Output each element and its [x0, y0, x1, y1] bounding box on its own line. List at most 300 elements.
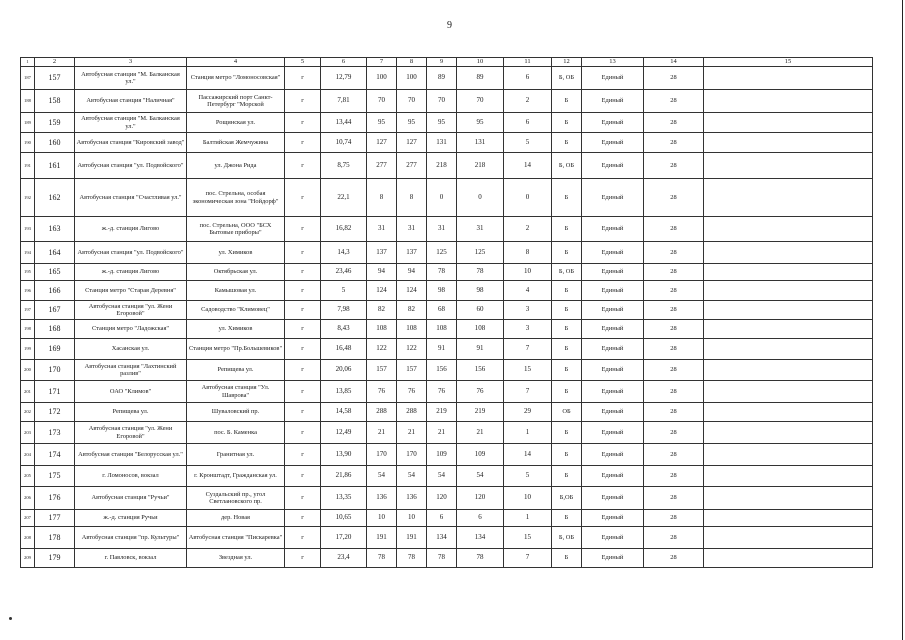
table-cell-c2: 164 — [35, 242, 75, 264]
table-cell-c15 — [704, 264, 873, 281]
table-cell-c6: 13,85 — [321, 381, 367, 403]
table-cell-c8: 127 — [397, 133, 427, 153]
table-cell-c15 — [704, 242, 873, 264]
table-cell-c12: Б, ОБ — [552, 264, 582, 281]
page-number: 9 — [447, 20, 452, 31]
table-cell-c8: 95 — [397, 113, 427, 133]
table-cell-c12: Б — [552, 466, 582, 487]
table-cell-c13: Единый — [582, 360, 644, 381]
table-cell-c6: 5 — [321, 281, 367, 301]
table-cell-c1: 207 — [21, 510, 35, 527]
table-cell-c3: Автобусная станция "ул. Подвойского" — [75, 242, 187, 264]
table-cell-c2: 157 — [35, 67, 75, 90]
table-cell-c15 — [704, 90, 873, 113]
header-cell: 12 — [552, 58, 582, 67]
table-cell-c7: 191 — [367, 527, 397, 549]
table-cell-c9: 54 — [427, 466, 457, 487]
table-cell-c9: 109 — [427, 444, 457, 466]
table-cell-c5: г — [285, 510, 321, 527]
table-cell-c1: 200 — [21, 360, 35, 381]
table-cell-c2: 167 — [35, 301, 75, 320]
table-cell-c15 — [704, 67, 873, 90]
table-cell-c14: 28 — [644, 403, 704, 422]
table-cell-c12: Б, ОБ — [552, 153, 582, 179]
table-row — [21, 487, 873, 510]
table-cell-c3: Автобусная станция "Наличная" — [75, 90, 187, 113]
table-cell-c8: 136 — [397, 487, 427, 510]
table-cell-c6: 13,90 — [321, 444, 367, 466]
table-cell-c11: 14 — [504, 153, 552, 179]
table-cell-c7: 108 — [367, 320, 397, 339]
table-cell-c5: г — [285, 217, 321, 242]
table-row — [21, 281, 873, 301]
table-cell-c9: 6 — [427, 510, 457, 527]
table-cell-c1: 193 — [21, 217, 35, 242]
table-cell-c14: 28 — [644, 360, 704, 381]
table-cell-c10: 76 — [457, 381, 504, 403]
table-cell-c2: 179 — [35, 549, 75, 568]
table-cell-c9: 219 — [427, 403, 457, 422]
table-cell-c5: г — [285, 466, 321, 487]
table-cell-c8: 82 — [397, 301, 427, 320]
table-cell-c5: г — [285, 360, 321, 381]
table-cell-c3: Станция метро "Ладожская" — [75, 320, 187, 339]
table-cell-c10: 54 — [457, 466, 504, 487]
table-cell-c4: г. Кронштадт, Гражданская ул. — [187, 466, 285, 487]
table-cell-c6: 7,98 — [321, 301, 367, 320]
table-cell-c8: 100 — [397, 67, 427, 90]
table-cell-c8: 157 — [397, 360, 427, 381]
table-cell-c11: 6 — [504, 67, 552, 90]
table-cell-c9: 76 — [427, 381, 457, 403]
table-cell-c13: Единый — [582, 339, 644, 360]
table-cell-c2: 176 — [35, 487, 75, 510]
table-cell-c3: Автобусная станция "ул. Жени Егоровой" — [75, 422, 187, 444]
table-cell-c11: 3 — [504, 320, 552, 339]
table-cell-c1: 199 — [21, 339, 35, 360]
table-row — [21, 339, 873, 360]
table-row — [21, 264, 873, 281]
table-cell-c7: 122 — [367, 339, 397, 360]
table-cell-c1: 202 — [21, 403, 35, 422]
table-cell-c9: 68 — [427, 301, 457, 320]
table-row — [21, 217, 873, 242]
table-cell-c13: Единый — [582, 403, 644, 422]
table-cell-c11: 7 — [504, 549, 552, 568]
table-cell-c13: Единый — [582, 179, 644, 217]
table-cell-c6: 23,46 — [321, 264, 367, 281]
header-cell: 1 — [21, 58, 35, 67]
table-cell-c11: 10 — [504, 487, 552, 510]
table-cell-c5: г — [285, 403, 321, 422]
table-cell-c6: 10,74 — [321, 133, 367, 153]
table-cell-c13: Единый — [582, 113, 644, 133]
table-cell-c9: 98 — [427, 281, 457, 301]
table-cell-c6: 10,65 — [321, 510, 367, 527]
table-row — [21, 320, 873, 339]
table-cell-c15 — [704, 153, 873, 179]
table-cell-c6: 13,35 — [321, 487, 367, 510]
table-cell-c2: 166 — [35, 281, 75, 301]
table-cell-c12: Б — [552, 320, 582, 339]
table-cell-c15 — [704, 466, 873, 487]
table-cell-c5: г — [285, 549, 321, 568]
table-cell-c11: 8 — [504, 242, 552, 264]
table-cell-c12: Б — [552, 444, 582, 466]
table-cell-c11: 7 — [504, 381, 552, 403]
table-cell-c7: 78 — [367, 549, 397, 568]
table-cell-c1: 192 — [21, 179, 35, 217]
table-cell-c2: 159 — [35, 113, 75, 133]
table-cell-c3: Автобусная станция "Лахтинский разлив" — [75, 360, 187, 381]
table-cell-c11: 3 — [504, 301, 552, 320]
table-cell-c2: 170 — [35, 360, 75, 381]
table-cell-c13: Единый — [582, 527, 644, 549]
table-cell-c8: 277 — [397, 153, 427, 179]
table-cell-c4: Автобусная станция "Пискаревка" — [187, 527, 285, 549]
table-row — [21, 113, 873, 133]
table-cell-c15 — [704, 549, 873, 568]
table-cell-c8: 76 — [397, 381, 427, 403]
table-row — [21, 90, 873, 113]
table-cell-c15 — [704, 381, 873, 403]
table-cell-c8: 122 — [397, 339, 427, 360]
table-cell-c10: 156 — [457, 360, 504, 381]
table-cell-c10: 218 — [457, 153, 504, 179]
table-cell-c9: 89 — [427, 67, 457, 90]
table-cell-c13: Единый — [582, 381, 644, 403]
table-cell-c13: Единый — [582, 444, 644, 466]
table-cell-c12: Б — [552, 113, 582, 133]
table-row — [21, 466, 873, 487]
table-cell-c12: Б — [552, 133, 582, 153]
table-cell-c1: 198 — [21, 320, 35, 339]
table-cell-c5: г — [285, 281, 321, 301]
table-cell-c7: 277 — [367, 153, 397, 179]
table-cell-c5: г — [285, 90, 321, 113]
header-cell: 5 — [285, 58, 321, 67]
table-cell-c2: 165 — [35, 264, 75, 281]
table-cell-c1: 197 — [21, 301, 35, 320]
table-cell-c4: дер. Новая — [187, 510, 285, 527]
table-cell-c1: 203 — [21, 422, 35, 444]
table-cell-c14: 28 — [644, 133, 704, 153]
table-cell-c12: Б — [552, 301, 582, 320]
table-cell-c9: 131 — [427, 133, 457, 153]
table-row — [21, 153, 873, 179]
table-cell-c8: 170 — [397, 444, 427, 466]
table-cell-c13: Единый — [582, 301, 644, 320]
table-cell-c5: г — [285, 264, 321, 281]
table-cell-c9: 134 — [427, 527, 457, 549]
table-cell-c5: г — [285, 339, 321, 360]
table-cell-c7: 95 — [367, 113, 397, 133]
table-cell-c15 — [704, 320, 873, 339]
table-cell-c11: 1 — [504, 510, 552, 527]
table-row — [21, 67, 873, 90]
table-cell-c13: Единый — [582, 281, 644, 301]
table-cell-c7: 21 — [367, 422, 397, 444]
table-cell-c12: Б, ОБ — [552, 67, 582, 90]
table-cell-c4: ул. Химиков — [187, 320, 285, 339]
table-cell-c15 — [704, 113, 873, 133]
table-cell-c13: Единый — [582, 422, 644, 444]
table-cell-c6: 8,43 — [321, 320, 367, 339]
table-cell-c15 — [704, 281, 873, 301]
table-cell-c10: 109 — [457, 444, 504, 466]
table-cell-c7: 136 — [367, 487, 397, 510]
table-cell-c10: 134 — [457, 527, 504, 549]
table-cell-c3: Хасанская ул. — [75, 339, 187, 360]
table-cell-c14: 28 — [644, 527, 704, 549]
table-cell-c1: 188 — [21, 90, 35, 113]
table-cell-c7: 70 — [367, 90, 397, 113]
table-cell-c7: 76 — [367, 381, 397, 403]
table-cell-c5: г — [285, 153, 321, 179]
table-cell-c9: 156 — [427, 360, 457, 381]
table-cell-c15 — [704, 487, 873, 510]
table-cell-c11: 14 — [504, 444, 552, 466]
table-row — [21, 422, 873, 444]
table-cell-c4: Садоводство "Климовец" — [187, 301, 285, 320]
table-cell-c14: 28 — [644, 320, 704, 339]
table-cell-c4: Станция метро "Пр.Большевиков" — [187, 339, 285, 360]
table-cell-c8: 70 — [397, 90, 427, 113]
table-cell-c14: 28 — [644, 90, 704, 113]
table-cell-c10: 6 — [457, 510, 504, 527]
table-cell-c10: 95 — [457, 113, 504, 133]
header-cell: 10 — [457, 58, 504, 67]
table-cell-c1: 209 — [21, 549, 35, 568]
table-cell-c10: 70 — [457, 90, 504, 113]
table-cell-c2: 175 — [35, 466, 75, 487]
table-cell-c2: 173 — [35, 422, 75, 444]
table-cell-c9: 0 — [427, 179, 457, 217]
table-cell-c4: Гранитная ул. — [187, 444, 285, 466]
table-cell-c11: 0 — [504, 179, 552, 217]
table-cell-c13: Единый — [582, 133, 644, 153]
table-cell-c3: Автобусная станция "пр. Культуры" — [75, 527, 187, 549]
table-cell-c3: ж.-д. станция Лигово — [75, 264, 187, 281]
table-cell-c14: 28 — [644, 281, 704, 301]
table-cell-c10: 78 — [457, 549, 504, 568]
table-row — [21, 527, 873, 549]
table-cell-c8: 288 — [397, 403, 427, 422]
header-cell: 3 — [75, 58, 187, 67]
table-cell-c5: г — [285, 487, 321, 510]
table-cell-c5: г — [285, 179, 321, 217]
table-cell-c5: г — [285, 422, 321, 444]
table-cell-c14: 28 — [644, 217, 704, 242]
table-cell-c1: 190 — [21, 133, 35, 153]
table-cell-c11: 15 — [504, 360, 552, 381]
table-row — [21, 360, 873, 381]
table-cell-c1: 189 — [21, 113, 35, 133]
table-cell-c4: Станция метро "Ломоносовская" — [187, 67, 285, 90]
table-cell-c13: Единый — [582, 67, 644, 90]
table-cell-c13: Единый — [582, 320, 644, 339]
table-cell-c8: 31 — [397, 217, 427, 242]
header-cell: 2 — [35, 58, 75, 67]
table-cell-c12: Б — [552, 339, 582, 360]
table-cell-c11: 2 — [504, 217, 552, 242]
table-cell-c5: г — [285, 444, 321, 466]
table-cell-c10: 78 — [457, 264, 504, 281]
table-cell-c2: 168 — [35, 320, 75, 339]
header-cell: 6 — [321, 58, 367, 67]
table-cell-c14: 28 — [644, 67, 704, 90]
table-cell-c3: Автобусная станция "Кировский завод" — [75, 133, 187, 153]
table-cell-c3: ж.-д. станция Лигово — [75, 217, 187, 242]
table-cell-c4: Суздальский пр., угол Светлановского пр. — [187, 487, 285, 510]
table-cell-c3: Автобусная станция "Счастливая ул." — [75, 179, 187, 217]
table-cell-c14: 28 — [644, 510, 704, 527]
table-cell-c4: Шуваловский пр. — [187, 403, 285, 422]
table-cell-c7: 54 — [367, 466, 397, 487]
table-cell-c4: Автобусная станция "Ул. Шаврова" — [187, 381, 285, 403]
table-cell-c13: Единый — [582, 549, 644, 568]
table-cell-c1: 201 — [21, 381, 35, 403]
table-cell-c10: 125 — [457, 242, 504, 264]
table-cell-c3: ж.-д. станция Ручьи — [75, 510, 187, 527]
table-cell-c1: 208 — [21, 527, 35, 549]
table-row — [21, 133, 873, 153]
table-cell-c11: 29 — [504, 403, 552, 422]
table-cell-c12: Б,ОБ — [552, 487, 582, 510]
table-cell-c3: г. Павловск, вокзал — [75, 549, 187, 568]
table-cell-c10: 21 — [457, 422, 504, 444]
table-cell-c8: 10 — [397, 510, 427, 527]
table-cell-c1: 194 — [21, 242, 35, 264]
table-cell-c4: Рощинская ул. — [187, 113, 285, 133]
table-cell-c11: 15 — [504, 527, 552, 549]
table-cell-c5: г — [285, 67, 321, 90]
table-cell-c4: Балтийская Жемчужина — [187, 133, 285, 153]
table-cell-c10: 91 — [457, 339, 504, 360]
table-cell-c2: 158 — [35, 90, 75, 113]
table-cell-c12: ОБ — [552, 403, 582, 422]
table-cell-c3: Автобусная станция "М. Балканская ул." — [75, 67, 187, 90]
table-cell-c14: 28 — [644, 113, 704, 133]
table-cell-c14: 28 — [644, 153, 704, 179]
table-cell-c1: 187 — [21, 67, 35, 90]
table-cell-c2: 178 — [35, 527, 75, 549]
table-cell-c10: 89 — [457, 67, 504, 90]
table-cell-c8: 54 — [397, 466, 427, 487]
table-cell-c10: 108 — [457, 320, 504, 339]
table-cell-c10: 98 — [457, 281, 504, 301]
table-row — [21, 242, 873, 264]
table-cell-c14: 28 — [644, 339, 704, 360]
table-cell-c7: 157 — [367, 360, 397, 381]
table-cell-c7: 31 — [367, 217, 397, 242]
table-cell-c14: 28 — [644, 301, 704, 320]
table-cell-c14: 28 — [644, 549, 704, 568]
table-cell-c12: Б, ОБ — [552, 527, 582, 549]
table-cell-c1: 196 — [21, 281, 35, 301]
table-cell-c6: 20,06 — [321, 360, 367, 381]
table-cell-c14: 28 — [644, 466, 704, 487]
table-cell-c10: 0 — [457, 179, 504, 217]
table-cell-c12: Б — [552, 90, 582, 113]
table-cell-c2: 174 — [35, 444, 75, 466]
table-cell-c4: Октябрьская ул. — [187, 264, 285, 281]
header-cell: 15 — [704, 58, 873, 67]
table-cell-c9: 218 — [427, 153, 457, 179]
table-cell-c7: 10 — [367, 510, 397, 527]
table-cell-c1: 195 — [21, 264, 35, 281]
header-cell: 11 — [504, 58, 552, 67]
table-row — [21, 301, 873, 320]
table-cell-c15 — [704, 301, 873, 320]
table-cell-c15 — [704, 339, 873, 360]
table-cell-c1: 205 — [21, 466, 35, 487]
table-cell-c4: пос. Б. Каменка — [187, 422, 285, 444]
page-edge-line — [902, 0, 903, 640]
table-cell-c2: 160 — [35, 133, 75, 153]
table-cell-c1: 191 — [21, 153, 35, 179]
table-cell-c10: 120 — [457, 487, 504, 510]
table-cell-c8: 191 — [397, 527, 427, 549]
table-cell-c6: 17,20 — [321, 527, 367, 549]
table-cell-c12: Б — [552, 179, 582, 217]
table-cell-c7: 124 — [367, 281, 397, 301]
table-cell-c4: ул. Джона Рида — [187, 153, 285, 179]
table-cell-c15 — [704, 403, 873, 422]
table-cell-c3: Автобусная станция "ул. Жени Егоровой" — [75, 301, 187, 320]
table-cell-c13: Единый — [582, 153, 644, 179]
table-cell-c4: Камышовая ул. — [187, 281, 285, 301]
table-cell-c11: 1 — [504, 422, 552, 444]
table-cell-c4: Репищева ул. — [187, 360, 285, 381]
table-cell-c9: 70 — [427, 90, 457, 113]
table-cell-c4: ул. Химиков — [187, 242, 285, 264]
table-cell-c7: 170 — [367, 444, 397, 466]
table-cell-c3: Репищева ул. — [75, 403, 187, 422]
table-cell-c5: г — [285, 133, 321, 153]
table-cell-c2: 161 — [35, 153, 75, 179]
table-cell-c13: Единый — [582, 487, 644, 510]
table-cell-c9: 95 — [427, 113, 457, 133]
table-cell-c13: Единый — [582, 510, 644, 527]
table-row — [21, 381, 873, 403]
table-cell-c4: пос. Стрельна, ООО "БСХ Бытовые приборы" — [187, 217, 285, 242]
table-header-row — [21, 58, 873, 67]
table-cell-c3: Станция метро "Старая Деревня" — [75, 281, 187, 301]
table-cell-c7: 127 — [367, 133, 397, 153]
table-cell-c8: 137 — [397, 242, 427, 264]
table-cell-c6: 8,75 — [321, 153, 367, 179]
header-cell: 13 — [582, 58, 644, 67]
table-cell-c5: г — [285, 113, 321, 133]
table-cell-c5: г — [285, 320, 321, 339]
table-cell-c11: 2 — [504, 90, 552, 113]
table-cell-c2: 162 — [35, 179, 75, 217]
table-cell-c11: 5 — [504, 466, 552, 487]
table-cell-c15 — [704, 179, 873, 217]
table-cell-c6: 16,48 — [321, 339, 367, 360]
table-cell-c6: 12,49 — [321, 422, 367, 444]
table-cell-c3: ОАО "Климов" — [75, 381, 187, 403]
header-cell: 4 — [187, 58, 285, 67]
table-cell-c8: 108 — [397, 320, 427, 339]
table-cell-c9: 21 — [427, 422, 457, 444]
table-cell-c10: 131 — [457, 133, 504, 153]
table-cell-c14: 28 — [644, 179, 704, 217]
table-cell-c14: 28 — [644, 264, 704, 281]
table-cell-c7: 82 — [367, 301, 397, 320]
header-cell: 9 — [427, 58, 457, 67]
